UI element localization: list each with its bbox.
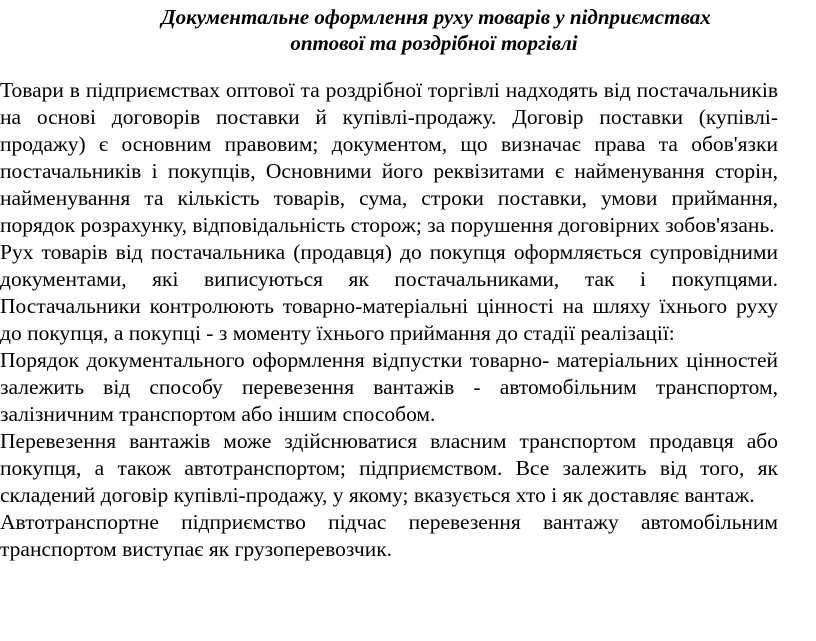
paragraph-2: Рух товарів від постачальника (продавця) до покупця оформляється супровідними документами, які виписуються як постачальниками, так і покупцями. Постачальники контролюють товарно-матеріальні цінності на шляху їхнього руху до покупця, а покупці - з моменту їхнього приймання до стадії реалізації:	[0, 240, 778, 345]
paragraph-5: Автотранспортне підприємство підчас перевезення вантажу автомобільним транспортом виступає як грузоперевозчик.	[0, 510, 778, 561]
paragraph-4: Перевезення вантажів може здійснюватися власним транспортом продавця або покупця, а також автотранспортом; підприємством. Все залежить від того, як складений договір купівлі-продажу, у якому; вказується хто і як доставляє вантаж.	[0, 429, 778, 507]
paragraph-1: Товари в підприємствах оптової та роздрібної торгівлі надходять від постачальників на основі договорів поставки й купівлі-продажу. Договір поставки (купівлі-продажу) є основним правовим; документом, що визначає права та обов'язки постачальників і покупців, Основними його реквізитами є найменування сторін, найменування та кількість товарів, сума, строки поставки, умови приймання, порядок розрахунку, відповідальність сторож; за порушення договірних зобов'язань.	[0, 78, 778, 237]
document-body	[0, 77, 778, 563]
document-title-line-2: оптової та роздрібної торгівлі	[290, 31, 578, 55]
document-title-line-1: Документальне оформлення руху товарів у підприємствах	[161, 5, 711, 29]
paragraph-3: Порядок документального оформлення відпустки товарно- матеріальних цінностей залежить від способу перевезення вантажів - автомобільним транспортом, залізничним транспортом або іншим способом.	[0, 348, 778, 426]
